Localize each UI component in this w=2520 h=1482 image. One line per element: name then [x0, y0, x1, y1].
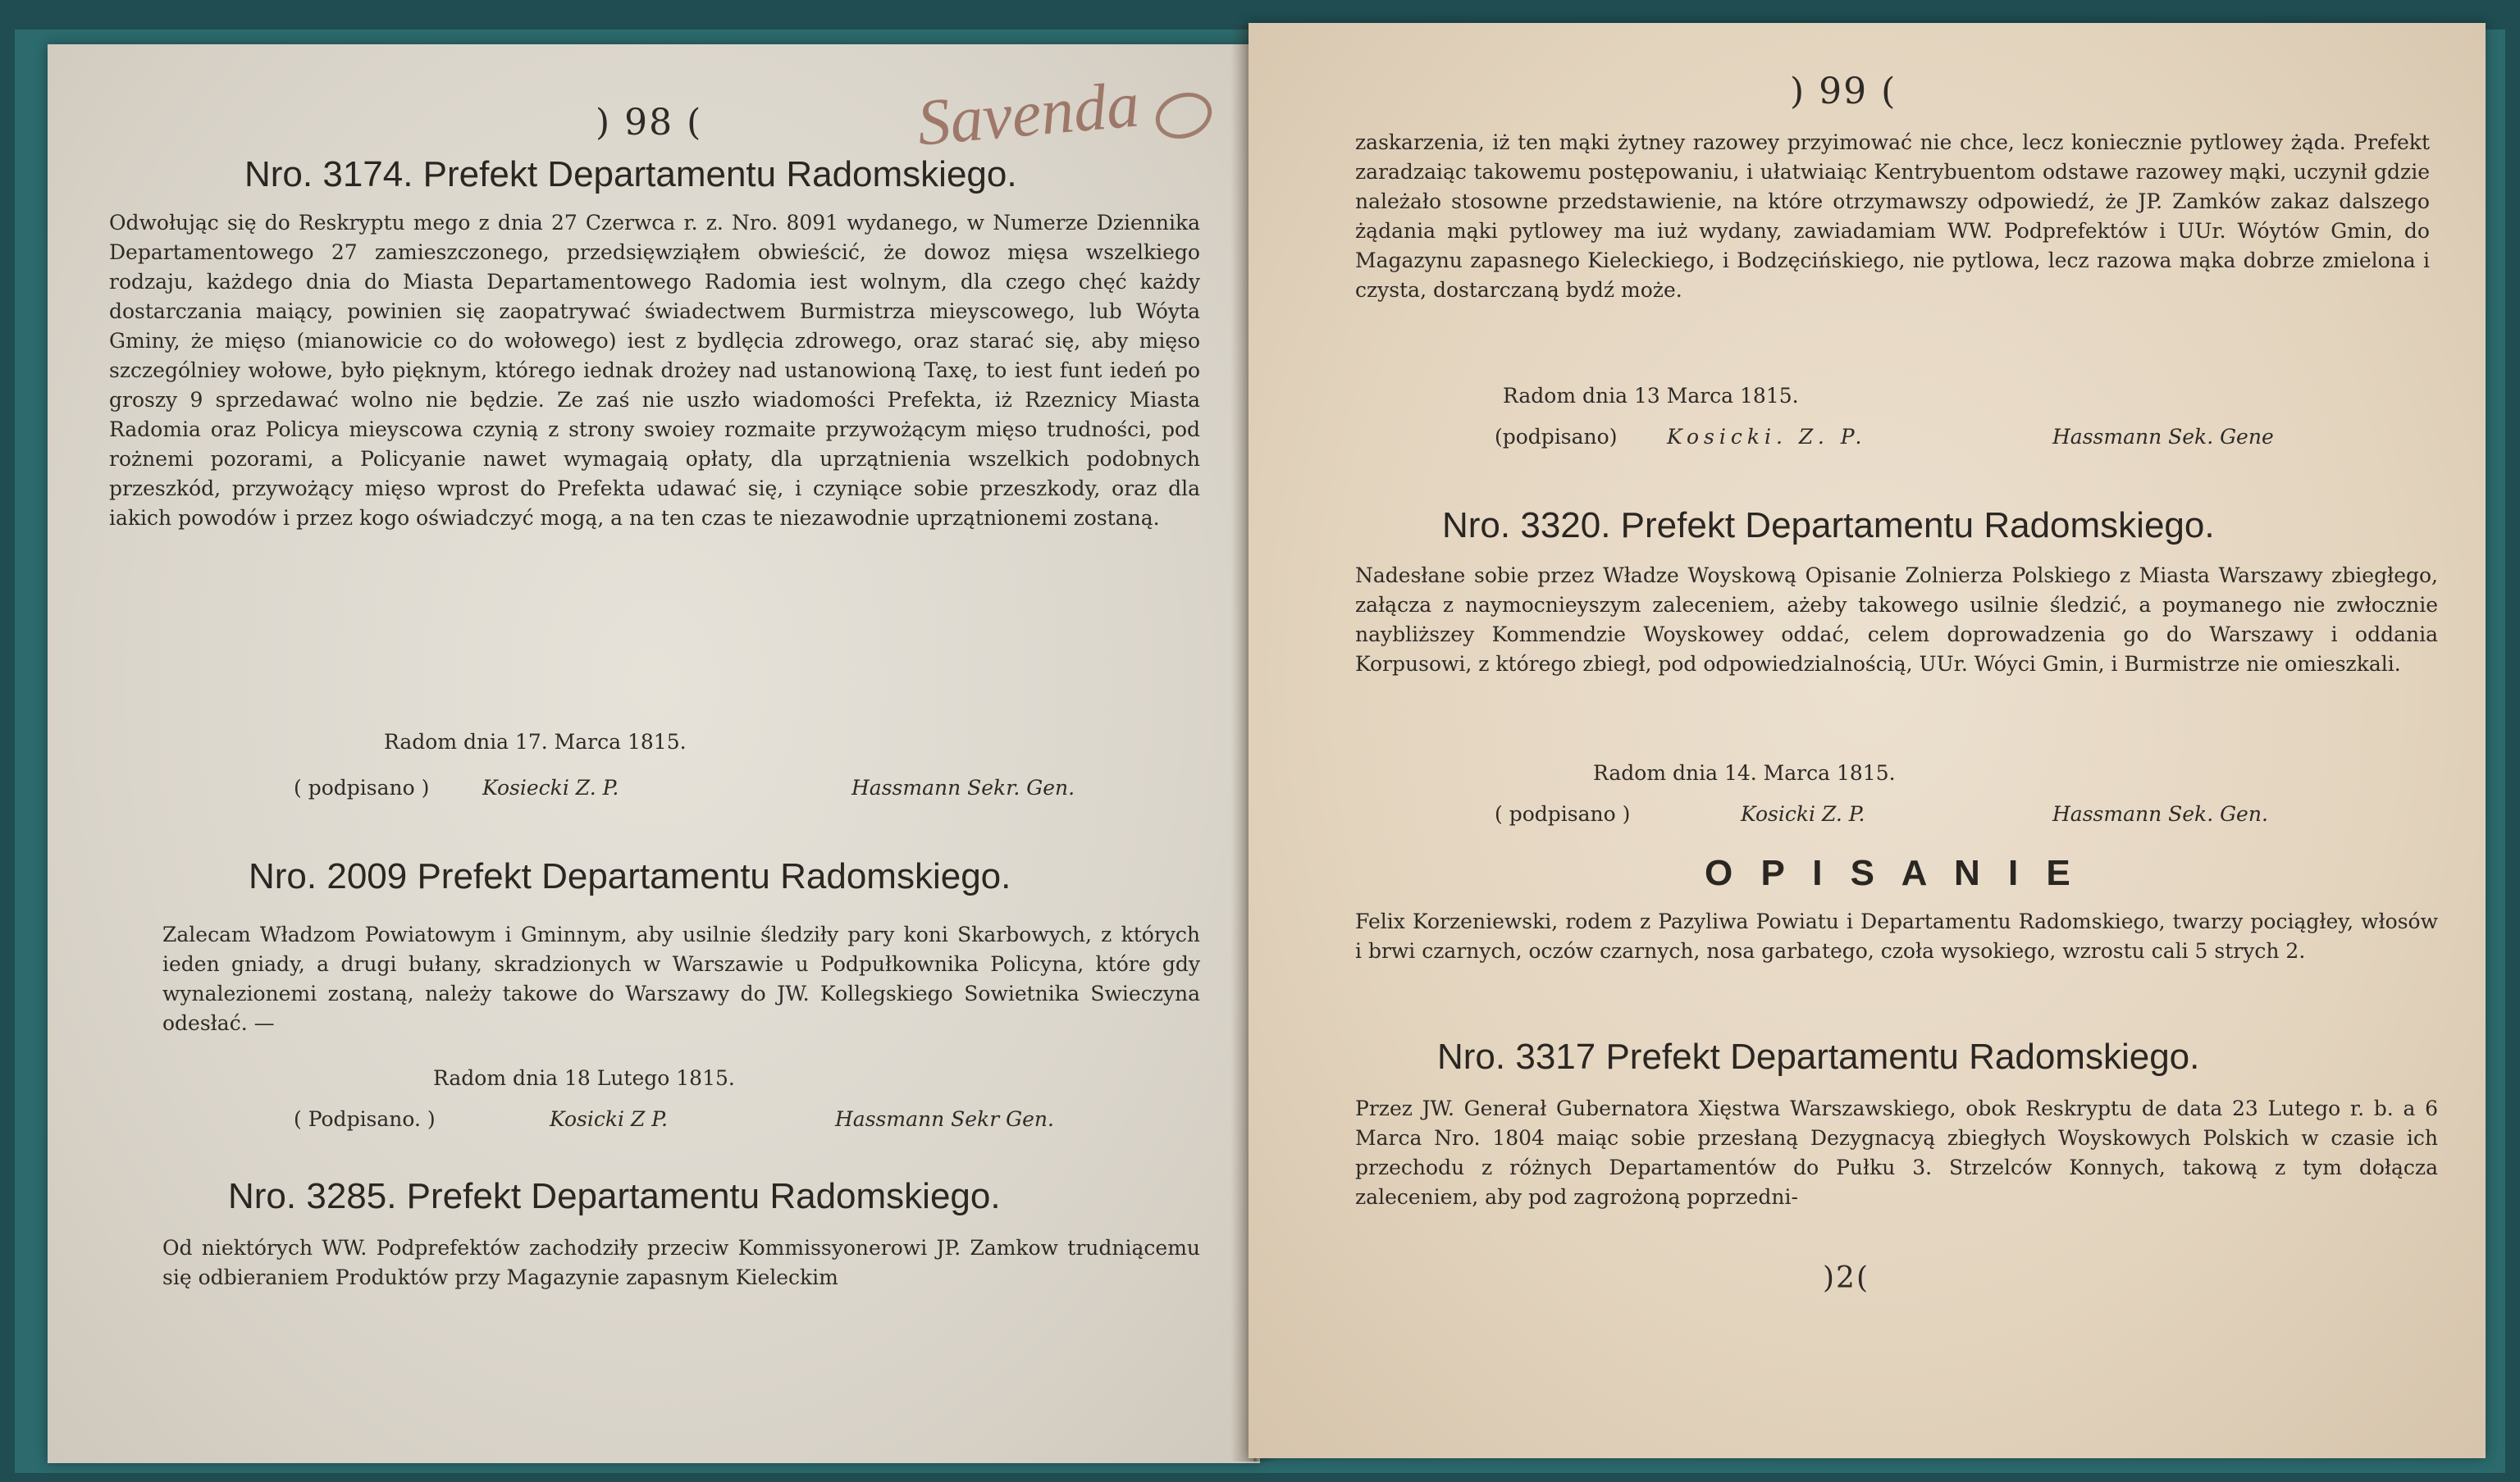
entry-signed-label: (podpisano) [1495, 425, 1618, 449]
entry-signer: Kosiecki Z. P. [482, 776, 619, 800]
right-page [1249, 23, 2486, 1458]
description-paragraph: Felix Korzeniewski, rodem z Pazyliwa Powiatu i Departamentu Radomskiego, twarzy pociągłey, włosów i brwi czarnych, oczów czarnych, nosa garbatego, czoła wysokiego, wzrostu cali 5 strych 2. [1355, 910, 2438, 963]
entry-heading: Nro. 3317 Prefekt Departamentu Radomskiego. [1437, 1037, 2200, 1077]
left-page [48, 44, 1260, 1463]
entry-paragraph: Przez JW. Generał Gubernatora Xięstwa Warszawskiego, obok Reskryptu de data 23 Lutego r. b. a 6 Marca Nro. 1804 maiąc sobie przesłaną Dezygnacyą zbiegłych Woyskowych Polskich w czasie ich przechodu z różnych Departamentów do Pułku 3. Strzelców Konnych, takową z tym dołącza zaleceniem, aby pod zagrożoną poprzedni- [1355, 1097, 2438, 1209]
entry-paragraph: Odwołując się do Reskryptu mego z dnia 27 Czerwca r. z. Nro. 8091 wydanego, w Numerze Dziennika Departamentowego 27 zamieszczonego, przedsięwziąłem obwieścić, że dowoz mięsa wszelkiego rodzaju, każdego dnia do Miasta Departamentowego Radomia iest wolnym, dla czego chęć każdy dostarczania maiący, powinien się zaopatrywać świadectwem Burmistrza mieyscowego, lub Wóyta Gminy, że mięso (mianowicie co do wołowego) iest z bydlęcia zdrowego, oraz starać się, aby mięso szczególniey wołowe, było pięknym, którego iednak drożey nad ustanowioną Taxę, to iest funt iedeń po groszy 9 sprzedawać wolno nie będzie. Ze zaś nie uszło wiadomości Prefekta, iż Rzeznicy Miasta Radomia oraz Policya mieyscowa czynią z strony swoiey rozmaite przywożącym mięso trudności, pod rożnemi pozorami, a Policyanie nawet wymagaią opłaty, dla uprzątnienia wszelkich podobnych przeszkód, przywożący mięso wprost do Prefekta udawać się, i czyniące sobie przeszkody, oraz dla iakich powodów i przez kogo oświadczyć mogą, a na ten czas te niezawodnie uprzątnionemi zostaną. [109, 211, 1200, 530]
entry-signed-label: ( podpisano ) [1495, 802, 1631, 826]
entry-signed-label: ( Podpisano. ) [294, 1107, 436, 1131]
entry-paragraph: Nadesłane sobie przez Władze Woyskową Opisanie Zolnierza Polskiego z Miasta Warszawy zbiegłego, załącza z naymocnieyszym zaleceniem, ażeby takowego usilnie śledzić, a poymanego nie zwłocznie naybliższey Kommendzie Woyskowey oddać, celem doprowadzenia go do Warszawy i oddania Korpusowi, z którego zbiegł, pod odpowiedzialnością, UUr. Wóyci Gmin, i Burmistrze nie omieszkali. [1355, 563, 2438, 676]
catchword: )2( [1823, 1261, 1869, 1295]
page-number: ) 99 ( [1790, 71, 1897, 112]
entry-date: Radom dnia 17. Marca 1815. [384, 730, 687, 754]
entry-date: Radom dnia 18 Lutego 1815. [433, 1066, 735, 1090]
entry-signer: Kosicki. Z. P. [1667, 425, 1867, 449]
entry-secretary: Hassmann Sekr Gen. [835, 1107, 1054, 1131]
ink-flourish-icon [1149, 85, 1218, 147]
entry-date: Radom dnia 13 Marca 1815. [1503, 384, 1799, 408]
entry-paragraph: Od niektórych WW. Podprefektów zachodziły przeciw Kommissyonerowi JP. Zamkow trudniącemu się odbieraniem Produktów przy Magazynie zapasnym Kieleckim [162, 1236, 1200, 1289]
section-title: O P I S A N I E [1705, 853, 2079, 893]
entry-secretary: Hassmann Sek. Gene [2052, 425, 2274, 449]
entry-paragraph: Zalecam Władzom Powiatowym i Gminnym, aby usilnie śledziły pary koni Skarbowych, z których ieden gniady, a drugi bułany, skradzionych w Warszawie u Podpułkownika Policyna, które gdy wynalezionemi zostaną, należy takowe do Warszawy do JW. Kollegskiego Sowietnika Swieczyna odesłać. — [162, 923, 1200, 1035]
entry-date: Radom dnia 14. Marca 1815. [1593, 761, 1896, 785]
entry-heading: Nro. 3320. Prefekt Departamentu Radomskiego. [1442, 505, 2215, 545]
entry-heading: Nro. 2009 Prefekt Departamentu Radomskiego. [249, 856, 1011, 896]
entry-heading: Nro. 3285. Prefekt Departamentu Radomskiego. [228, 1176, 1001, 1216]
entry-heading: Nro. 3174. Prefekt Departamentu Radomskiego. [244, 154, 1017, 194]
entry-secretary: Hassmann Sek. Gen. [2052, 802, 2268, 826]
entry-secretary: Hassmann Sekr. Gen. [851, 776, 1075, 800]
continuation-paragraph: zaskarzenia, iż ten mąki żytney razowey przyimować nie chce, lecz koniecznie pytlowey żąda. Prefekt zaradzaiąc takowemu postępowaniu, i ułatwiaiąc Kentrybuentom odstawe razowey mąki, uczynił gdzie należało stosowne przedstawienie, na które otrzymawszy odpowiedź, że JP. Zamków zakaz dalszego żądania mąki pytlowey ma iuż wydany, zawiadamiam WW. Podprefektów i UUr. Wóytów Gmin, do Magazynu zapasnego Kieleckiego, i Bodzęcińskiego, nie pytlowa, lecz razowa mąka dobrze zmielona i czysta, dostarczaną bydź może. [1355, 130, 2430, 302]
entry-signed-label: ( podpisano ) [294, 776, 430, 800]
entry-signer: Kosicki Z. P. [1741, 802, 1865, 826]
page-number: ) 98 ( [596, 102, 703, 144]
handwritten-signature: Savenda [914, 68, 1143, 160]
entry-signer: Kosicki Z P. [550, 1107, 668, 1131]
